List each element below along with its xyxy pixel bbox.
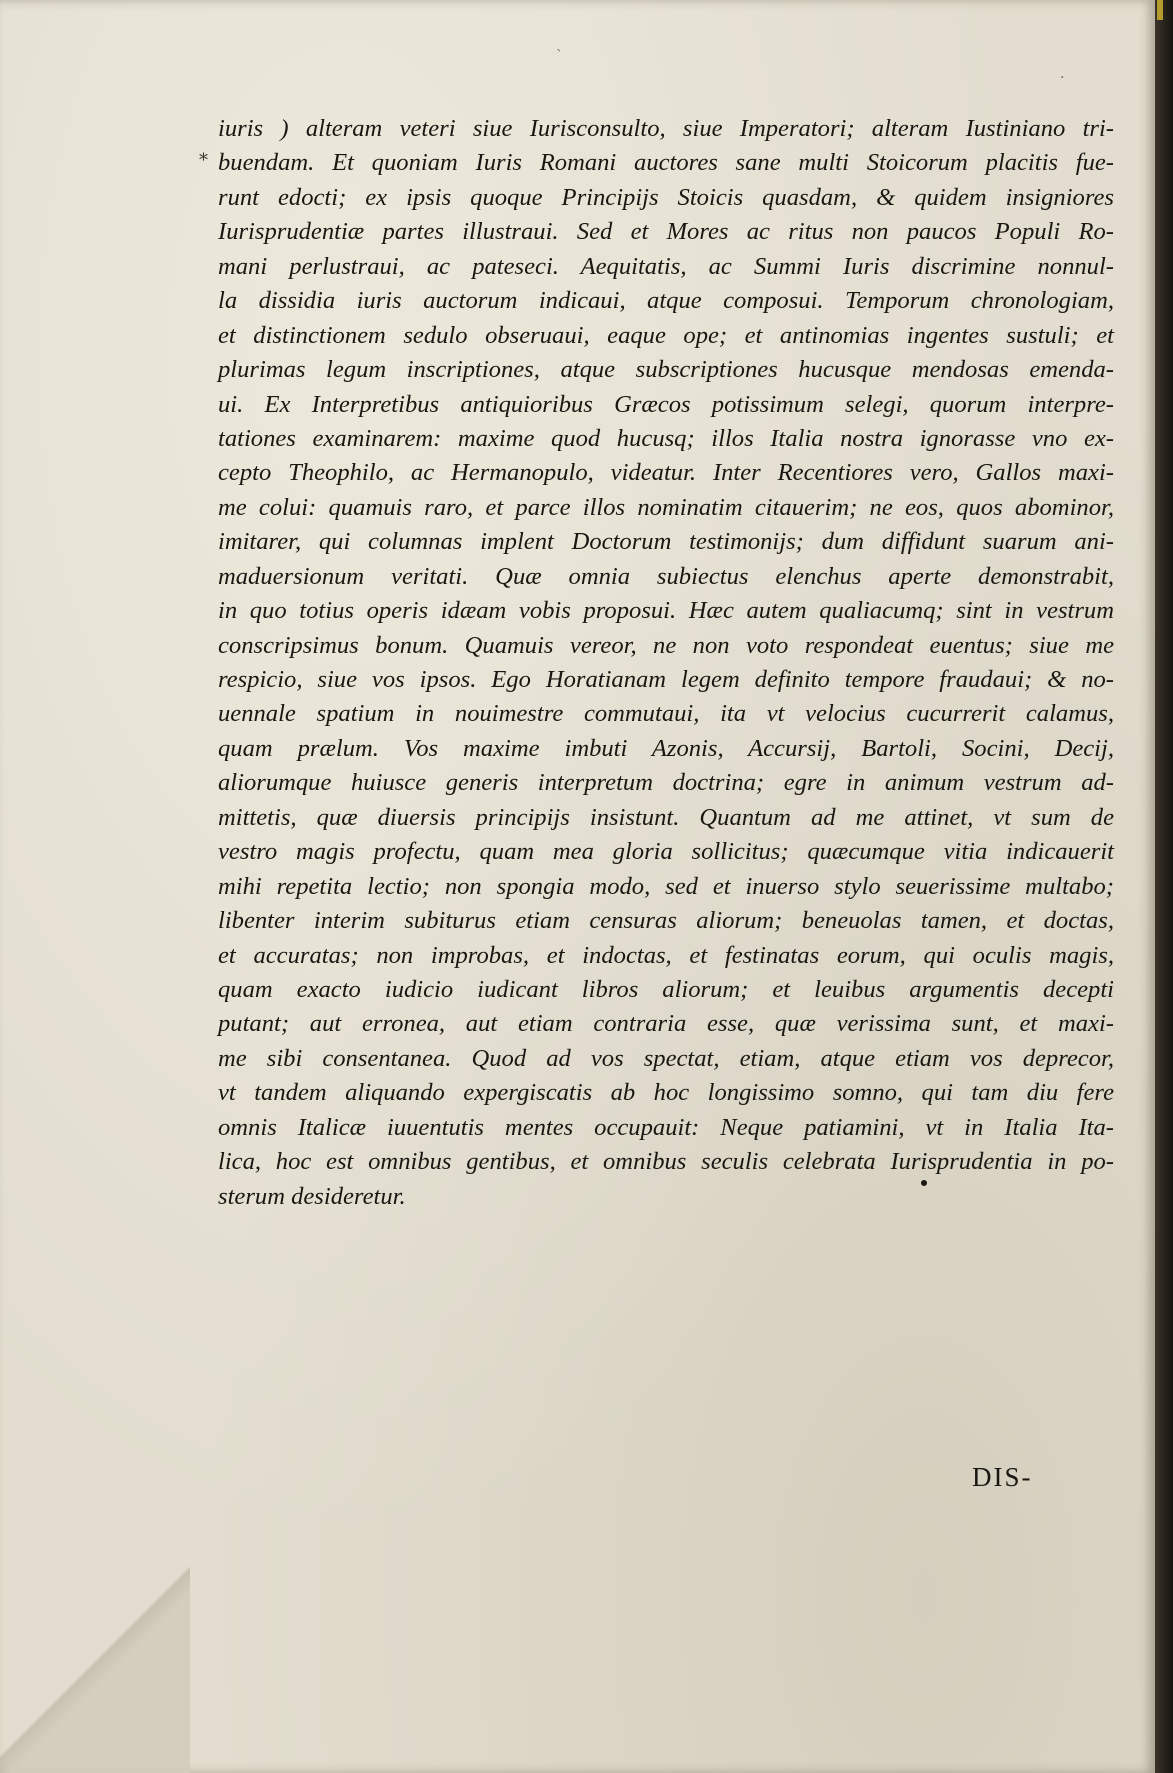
text-line: me colui: quamuis raro, et parce illos nominatim citauerim; ne eos, quos abominor, — [218, 493, 1114, 521]
text-line: et distinctionem sedulo obseruaui, eaque ope; et antinomias ingentes sustuli; et — [218, 321, 1114, 349]
margin-annotation-mark: * — [199, 150, 208, 171]
text-line: runt edocti; ex ipsis quoque Principijs Stoicis quasdam, & quidem insigniores — [218, 183, 1114, 211]
text-line: vestro magis profectu, quam mea gloria sollicitus; quæcumque vitia indicauerit — [218, 838, 1114, 866]
text-line: lica, hoc est omnibus gentibus, et omnibus seculis celebrata Iurisprudentia in po- — [218, 1148, 1114, 1176]
text-line: mihi repetita lectio; non spongia modo, sed et inuerso stylo seuerissime multabo; — [218, 872, 1114, 900]
text-line: et accuratas; non improbas, et indoctas, et festinatas eorum, qui oculis magis, — [218, 941, 1114, 969]
text-line: mani perlustraui, ac pateseci. Aequitatis, ac Summi Iuris discrimine nonnul- — [218, 252, 1114, 280]
text-line: in quo totius operis idæam vobis proposui. Hæc autem qualiacumq; sint in vestrum — [218, 597, 1114, 625]
folded-corner — [0, 1555, 190, 1773]
text-line: aliorumque huiusce generis interpretum doctrina; egre in animum vestrum ad- — [218, 769, 1114, 797]
text-line: ui. Ex Interpretibus antiquioribus Græcos potissimum selegi, quorum interpre- — [218, 390, 1114, 418]
text-line: la dissidia iuris auctorum indicaui, atque composui. Temporum chronologiam, — [218, 287, 1114, 315]
text-line: iuris ) alteram veteri siue Iurisconsulto, siue Imperatori; alteram Iustiniano tri- — [218, 115, 1114, 142]
text-line: uennale spatium in nouimestre commutaui, ita vt velocius cucurrerit calamus, — [218, 700, 1114, 728]
catchword: DIS- — [972, 1462, 1033, 1492]
text-line: cepto Theophilo, ac Hermanopulo, videatur. Inter Recentiores vero, Gallos maxi- — [218, 459, 1114, 487]
ink-dot — [921, 1180, 927, 1186]
text-line: putant; aut erronea, aut etiam contraria esse, quæ verissima sunt, et maxi- — [218, 1010, 1114, 1038]
text-line: conscripsimus bonum. Quamuis vereor, ne non voto respondeat euentus; siue me — [218, 631, 1114, 659]
text-line: quam prælum. Vos maxime imbuti Azonis, Accursij, Bartoli, Socini, Decij, — [218, 734, 1114, 762]
text-line: mittetis, quæ diuersis principijs insistunt. Quantum ad me attinet, vt sum de — [218, 803, 1114, 831]
text-line: quam exacto iudicio iudicant libros aliorum; et leuibus argumentis decepti — [218, 975, 1114, 1003]
text-line: maduersionum veritati. Quæ omnia subiectus elenchus aperte demonstrabit, — [218, 562, 1114, 590]
margin-tick: ˋ — [556, 48, 563, 64]
text-line: imitarer, qui columnas implent Doctorum testimonijs; dum diffidunt suarum ani- — [218, 528, 1114, 556]
text-line: plurimas legum inscriptiones, atque subscriptiones hucusque mendosas emenda- — [218, 356, 1114, 384]
margin-dot: · — [1060, 70, 1065, 86]
text-line: tationes examinarem: maxime quod hucusq; illos Italia nostra ignorasse vno ex- — [218, 424, 1114, 452]
binding-edge — [1155, 0, 1173, 1773]
text-line: respicio, siue vos ipsos. Ego Horatianam legem definito tempore fraudaui; & no- — [218, 666, 1114, 693]
text-line-final: sterum desideretur. — [218, 1182, 406, 1210]
text-line: libenter interim subiturus etiam censuras aliorum; beneuolas tamen, et doctas, — [218, 907, 1114, 935]
text-line: vt tandem aliquando expergiscatis ab hoc longissimo somno, qui tam diu fere — [218, 1079, 1114, 1107]
text-line: me sibi consentanea. Quod ad vos spectat, etiam, atque etiam vos deprecor, — [218, 1044, 1114, 1072]
text-line: omnis Italicæ iuuentutis mentes occupauit: Neque patiamini, vt in Italia Ita- — [218, 1113, 1114, 1141]
text-line: Iurisprudentiæ partes illustraui. Sed et Mores ac ritus non paucos Populi Ro- — [218, 218, 1114, 246]
text-line: buendam. Et quoniam Iuris Romani auctores sane multi Stoicorum placitis fue- — [218, 149, 1114, 177]
body-text — [218, 112, 1114, 1214]
